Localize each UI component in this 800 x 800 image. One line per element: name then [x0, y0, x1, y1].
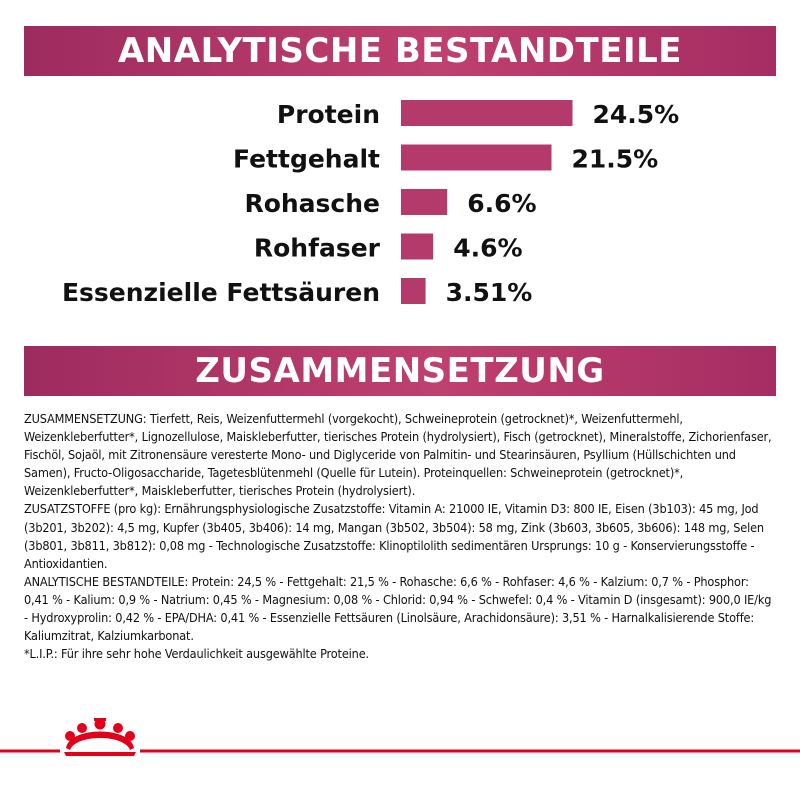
category-label: Protein	[276, 100, 380, 129]
category-label: Fettgehalt	[233, 144, 380, 174]
composition-title: ZUSAMMENSETZUNG	[195, 351, 605, 391]
crown-logo-icon	[64, 718, 136, 756]
composition-title-banner	[24, 346, 776, 396]
bar-3	[401, 234, 433, 260]
category-label: Essenzielle Fettsäuren	[61, 278, 380, 307]
value-label: 4.6%	[453, 233, 523, 263]
category-label: Rohfaser	[253, 233, 380, 263]
bar-0	[401, 100, 573, 126]
bar-4	[401, 278, 426, 304]
analytics-bar-chart	[0, 90, 800, 320]
analytics-title: ANALYTISCHE BESTANDTEILE	[117, 31, 682, 71]
value-label: 21.5%	[571, 144, 659, 174]
footer-brand	[0, 718, 800, 778]
bar-1	[401, 145, 552, 171]
analytics-title-banner	[24, 26, 776, 76]
value-label: 6.6%	[467, 189, 537, 218]
bar-2	[401, 189, 447, 215]
composition-text: ZUSAMMENSETZUNG: Tierfett, Reis, Weizenfuttermehl (vorgekocht), Schweineprotein (getrocknet)*, Weizenfuttermehl, Weizenkleberfutter*, Lignozellulose, Maiskleberfutter, tierisches Protein (hydrolysiert), Fisch (getrocknet), Mineralstoffe, Zichorienfaser, Fischöl, Sojaöl, mit Zitronensäure veresterte Mono- und Diglyceride von Palmitin- und Stearinsäuren, Psyllium (Hüllschichten und Samen), Fructo-Oligosaccharide, Tagetesblütenmehl (Quelle für Lutein). Proteinquellen: Schweineprotein (getrocknet)*, Weizenkleberfutter*, Maiskleberfutter, tierisches Protein (hydrolysiert). ZUSATZSTOFFE (pro kg): Ernährungsphysiologische Zusatzstoffe: Vitamin A: 21000 IE, Vitamin D3: 800 IE, Eisen (3b103): 45 mg, Jod (3b201, 3b202): 4,5 mg, Kupfer (3b405, 3b406): 14 mg, Mangan (3b502, 3b504): 58 mg, Zink (3b603, 3b605, 3b606): 148 mg, Selen (3b801, 3b811, 3b812): 0,08 mg - Technologische Zusatzstoffe: Klinoptilolith sedimentären Ursprungs: 10 g - Konservierungsstoffe - Antioxidantien. ANALYTISCHE BESTANDTEILE: Protein: 24,5 % - Fettgehalt: 21,5 % - Rohasche: 6,6 % - Rohfaser: 4,6 % - Kalzium: 0,7 % - Phosphor: 0,41 % - Kalium: 0,9 % - Natrium: 0,45 % - Magnesium: 0,08 % - Chlorid: 0,94 % - Schwefel: 0,4 % - Vitamin D (insgesamt): 900,0 IE/kg - Hydroxyprolin: 0,42 % - EPA/DHA: 0,41 % - Essenzielle Fettsäuren (Linolsäure, Arachidonsäure): 3,51 % - Harnalkalisierende Stoffe: Kaliumzitrat, Kalziumkarbonat. *L.I.P.: Für ihre sehr hohe Verdaulichkeit ausgewählte Proteine.	[24, 411, 772, 662]
category-label: Rohasche	[244, 189, 380, 218]
value-label: 3.51%	[445, 278, 533, 307]
value-label: 24.5%	[592, 100, 680, 129]
